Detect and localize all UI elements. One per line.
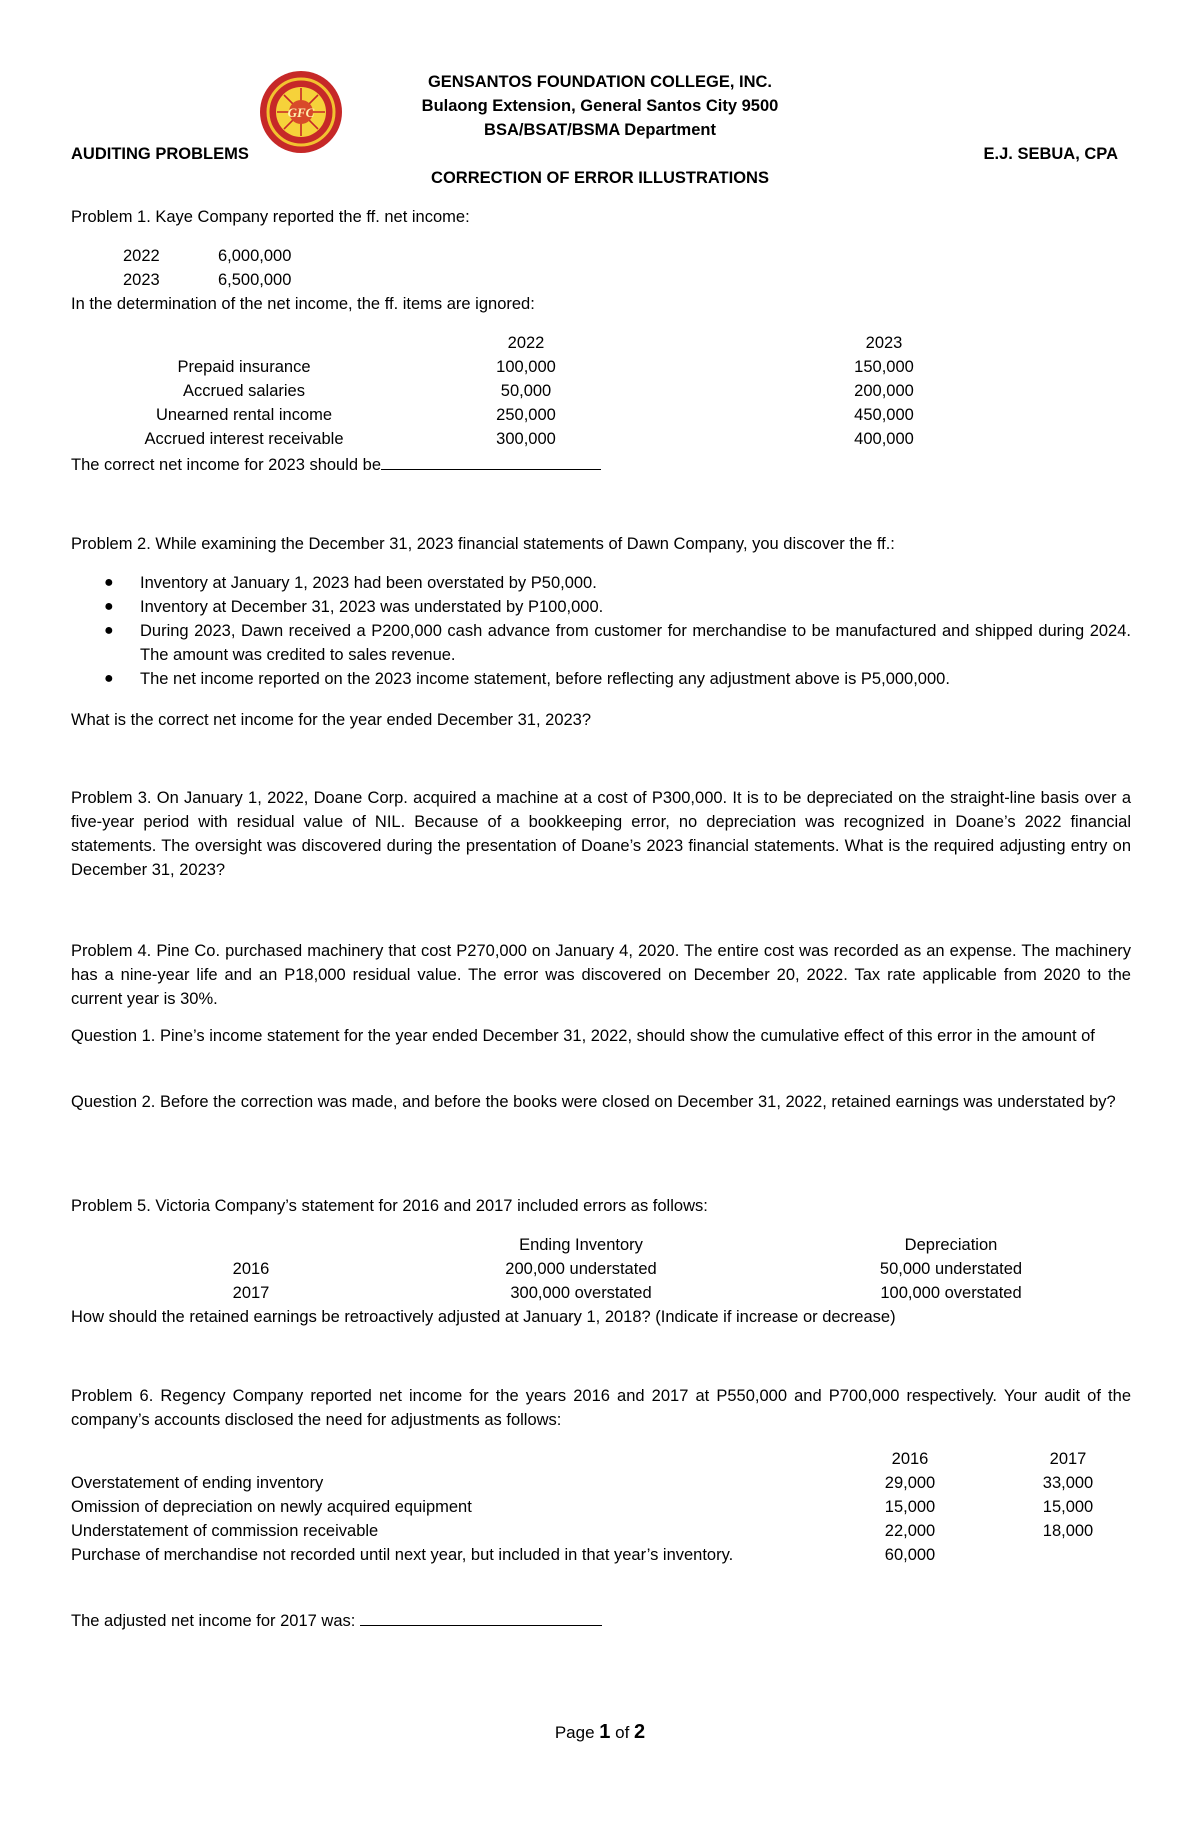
list-item: ● The net income reported on the 2023 income statement, before reflecting any adjustment above is P5,000,000.: [71, 667, 1131, 691]
item-label: Unearned rental income: [155, 406, 333, 424]
list-item: ● Inventory at December 31, 2023 was understated by P100,000.: [71, 595, 1131, 619]
table-header-row: [71, 331, 993, 355]
item-value-2022: 250,000: [496, 406, 556, 424]
item-value-2017: 18,000: [1042, 1522, 1094, 1540]
table-row: [71, 1543, 1111, 1567]
table-row: [71, 427, 993, 451]
subject-title: AUDITING PROBLEMS: [71, 145, 249, 163]
problem1-intro: Problem 1. Kaye Company reported the ff. net income:: [71, 208, 470, 226]
list-item: ● Inventory at January 1, 2023 had been overstated by P50,000.: [71, 571, 1131, 595]
problem5-intro: Problem 5. Victoria Company’s statement for 2016 and 2017 included errors as follows:: [71, 1197, 708, 1215]
question-text: The adjusted net income for 2017 was:: [71, 1612, 356, 1630]
problem5-table: [71, 1233, 1091, 1305]
problem1-ignored-text: In the determination of the net income, the ff. items are ignored:: [71, 295, 535, 313]
item-value-2023: 150,000: [854, 358, 914, 376]
col-header-depreciation: Depreciation: [904, 1236, 998, 1254]
inventory-cell: 200,000 understated: [505, 1260, 657, 1278]
problem1-question: [71, 451, 601, 477]
item-label: Purchase of merchandise not recorded until next year, but included in that year’s inventory.: [71, 1546, 734, 1564]
item-label: Understatement of commission receivable: [71, 1522, 379, 1540]
col-header-inventory: Ending Inventory: [519, 1236, 643, 1254]
bullet-icon: ●: [104, 622, 114, 639]
bullet-icon: ●: [104, 598, 114, 615]
item-label: Omission of depreciation on newly acquired equipment: [71, 1498, 472, 1516]
item-value-2023: 400,000: [854, 430, 914, 448]
year-cell: 2017: [232, 1284, 270, 1302]
table-row: [71, 1471, 1111, 1495]
item-value-2022: 300,000: [496, 430, 556, 448]
table-header-row: [71, 1233, 1091, 1257]
institution-name: GENSANTOS FOUNDATION COLLEGE, INC.: [427, 73, 773, 91]
col-header-2016: 2016: [891, 1450, 929, 1468]
svg-text:GFC: GFC: [287, 105, 315, 120]
problem4-question1: Question 1. Pine’s income statement for the year ended December 31, 2022, should show the cumulative effect of this error in the amount of: [71, 1027, 1095, 1045]
table-row: [71, 355, 993, 379]
item-value-2017: 33,000: [1042, 1474, 1094, 1492]
item-value-2022: 50,000: [500, 382, 552, 400]
year-cell: 2023: [123, 271, 160, 289]
problem1-items-table: [71, 331, 993, 451]
col-header-2022: 2022: [507, 334, 545, 352]
item-value-2017: 15,000: [1042, 1498, 1094, 1516]
item-value-2022: 100,000: [496, 358, 556, 376]
table-row: [71, 1495, 1111, 1519]
problem5-question: How should the retained earnings be retroactively adjusted at January 1, 2018? (Indicate if increase or decrease): [71, 1308, 896, 1326]
inventory-cell: 300,000 overstated: [510, 1284, 652, 1302]
table-row: [123, 268, 291, 292]
item-value-2016: 22,000: [884, 1522, 936, 1540]
col-header-2017: 2017: [1049, 1450, 1087, 1468]
amount-cell: 6,500,000: [218, 271, 292, 289]
amount-cell: 6,000,000: [218, 247, 292, 265]
list-item: ● During 2023, Dawn received a P200,000 cash advance from customer for merchandise to be manufactured and shipped during 2024. The amount was credited to sales revenue.: [71, 619, 1131, 667]
depreciation-cell: 50,000 understated: [879, 1260, 1023, 1278]
table-row: [71, 1519, 1111, 1543]
answer-blank: [381, 451, 601, 470]
depreciation-cell: 100,000 overstated: [880, 1284, 1022, 1302]
year-cell: 2022: [123, 247, 160, 265]
problem6-intro: Problem 6. Regency Company reported net income for the years 2016 and 2017 at P550,000 and P700,000 respectively. Your audit of the company’s accounts disclosed the need for adjustments as follows:: [71, 1387, 1131, 1429]
problem3-text: Problem 3. On January 1, 2022, Doane Corp. acquired a machine at a cost of P300,000. It is to be depreciated on the straight-line basis over a five-year period with residual value of NIL. Because of a bookkeeping error, no depreciation was recognized in Doane’s 2022 financial statements. The oversight was discovered during the presentation of Doane’s 2023 financial statements. What is the required adjusting entry on December 31, 2023?: [71, 789, 1131, 879]
item-value-2016: 60,000: [884, 1546, 936, 1564]
item-value-2016: 29,000: [884, 1474, 936, 1492]
bullet-icon: ●: [104, 670, 114, 687]
table-row: [71, 1257, 1091, 1281]
item-label: Accrued salaries: [183, 382, 305, 400]
problem2-intro: Problem 2. While examining the December 31, 2023 financial statements of Dawn Company, you discover the ff.:: [71, 535, 895, 553]
col-header-2023: 2023: [865, 334, 903, 352]
answer-blank: [360, 1607, 602, 1626]
problem1-net-income-table: [123, 244, 291, 292]
item-label: Accrued interest receivable: [144, 430, 344, 448]
table-row: [71, 379, 993, 403]
department-name: BSA/BSAT/BSMA Department: [484, 121, 716, 139]
institution-address: Bulaong Extension, General Santos City 9500: [421, 97, 779, 115]
table-header-row: [71, 1447, 1111, 1471]
table-row: [71, 1281, 1091, 1305]
year-cell: 2016: [232, 1260, 270, 1278]
page-number: Page 1 of 2: [554, 1721, 646, 1743]
item-label: Overstatement of ending inventory: [71, 1474, 324, 1492]
problem2-question: What is the correct net income for the year ended December 31, 2023?: [71, 711, 592, 729]
question-text: The correct net income for 2023 should be: [71, 456, 382, 474]
table-row: [123, 244, 291, 268]
item-value-2016: 15,000: [884, 1498, 936, 1516]
problem2-bullet-list: [71, 571, 1131, 691]
table-row: [71, 403, 993, 427]
problem4-text: Problem 4. Pine Co. purchased machinery that cost P270,000 on January 4, 2020. The entire cost was recorded as an expense. The machinery has a nine-year life and an P18,000 residual value. The error was discovered on December 20, 2022. Tax rate applicable from 2020 to the current year is 30%.: [71, 942, 1131, 1008]
document-title: CORRECTION OF ERROR ILLUSTRATIONS: [431, 169, 769, 187]
problem6-table: [71, 1447, 1111, 1567]
bullet-icon: ●: [104, 574, 114, 591]
item-value-2023: 450,000: [854, 406, 914, 424]
instructor-name: E.J. SEBUA, CPA: [983, 145, 1118, 163]
item-value-2017: [1025, 1543, 1111, 1567]
item-value-2023: 200,000: [854, 382, 914, 400]
item-label: Prepaid insurance: [177, 358, 311, 376]
current-page: 1: [599, 1721, 611, 1743]
problem4-question2: Question 2. Before the correction was made, and before the books were closed on December 31, 2022, retained earnings was understated by?: [71, 1093, 1116, 1111]
total-pages: 2: [634, 1721, 646, 1743]
problem6-question: [71, 1607, 602, 1633]
